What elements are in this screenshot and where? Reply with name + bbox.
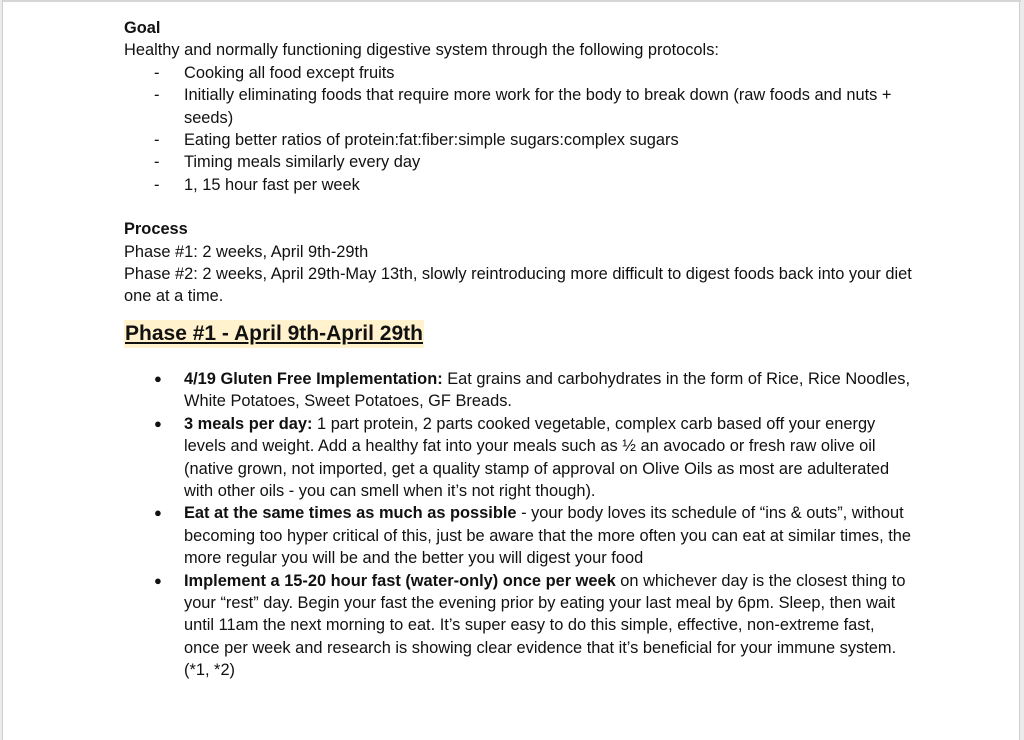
goal-item: - Timing meals similarly every day [184, 151, 914, 173]
goal-heading: Goal [124, 19, 161, 37]
bullet-text: on whichever day is the closest thing to your “rest” day. Begin your fast the evening prior by eating your last meal by 6pm. Sleep, then wait until 11am the next morning to eat. It’s super easy to do this simple, effective, non-extreme fast, once per week and research is showing clear evidence that it’s beneficial for your immune system. (*1, *2) [184, 571, 906, 680]
bullet-bold-lead: Implement a 15-20 hour fast (water-only) once per week [184, 571, 616, 590]
document-page [2, 0, 1020, 740]
phase1-title: Phase #1 - April 9th-April 29th [124, 320, 424, 348]
bullet-bold-lead: 3 meals per day: [184, 414, 313, 433]
process-phase1: Phase #1: 2 weeks, April 9th-29th [124, 242, 369, 261]
phase1-bullet [184, 413, 914, 503]
bullet-text: - your body loves its schedule of “ins & outs”, without becoming too hyper critical of this, just be aware that the more often you can eat at similar times, the more regular you will be and the better you will digest your food [184, 504, 912, 568]
goal-intro: Healthy and normally functioning digestive system through the following protocols: [124, 41, 719, 60]
bullet-bold-lead: Eat at the same times as much as possible [184, 504, 517, 523]
bullet-text: Eat grains and carbohydrates in the form of Rice, Rice Noodles, White Potatoes, Sweet Potatoes, GF Breads. [184, 369, 911, 411]
phase1-bullet [184, 368, 914, 413]
phase1-bullet [184, 502, 914, 569]
phase1-bullet [184, 570, 914, 682]
goal-list [124, 62, 914, 196]
phase1-bullet-list [124, 368, 914, 682]
goal-item: - 1, 15 hour fast per week [184, 174, 914, 196]
bullet-text: 1 part protein, 2 parts cooked vegetable, complex carb based off your energy levels and weight. Add a healthy fat into your meals such as ½ an avocado or fresh raw olive oil (native grown, not imported, get a quality stamp of approval on Olive Oils as most are adulterated with other oils - you can smell when it’s not right though). [184, 414, 890, 500]
bullet-bold-lead: 4/19 Gluten Free Implementation: [184, 369, 443, 388]
goal-item: - Eating better ratios of protein:fat:fiber:simple sugars:complex sugars [184, 129, 914, 151]
process-heading: Process [124, 220, 188, 239]
goal-item: - Cooking all food except fruits [184, 62, 914, 84]
goal-item: - Initially eliminating foods that require more work for the body to break down (raw foods and nuts + seeds) [184, 84, 914, 129]
process-phase2: Phase #2: 2 weeks, April 29th-May 13th, slowly reintroducing more difficult to digest foods back into your diet one at a time. [124, 265, 912, 306]
document-content [124, 17, 914, 682]
page-top-border [3, 0, 1021, 2]
